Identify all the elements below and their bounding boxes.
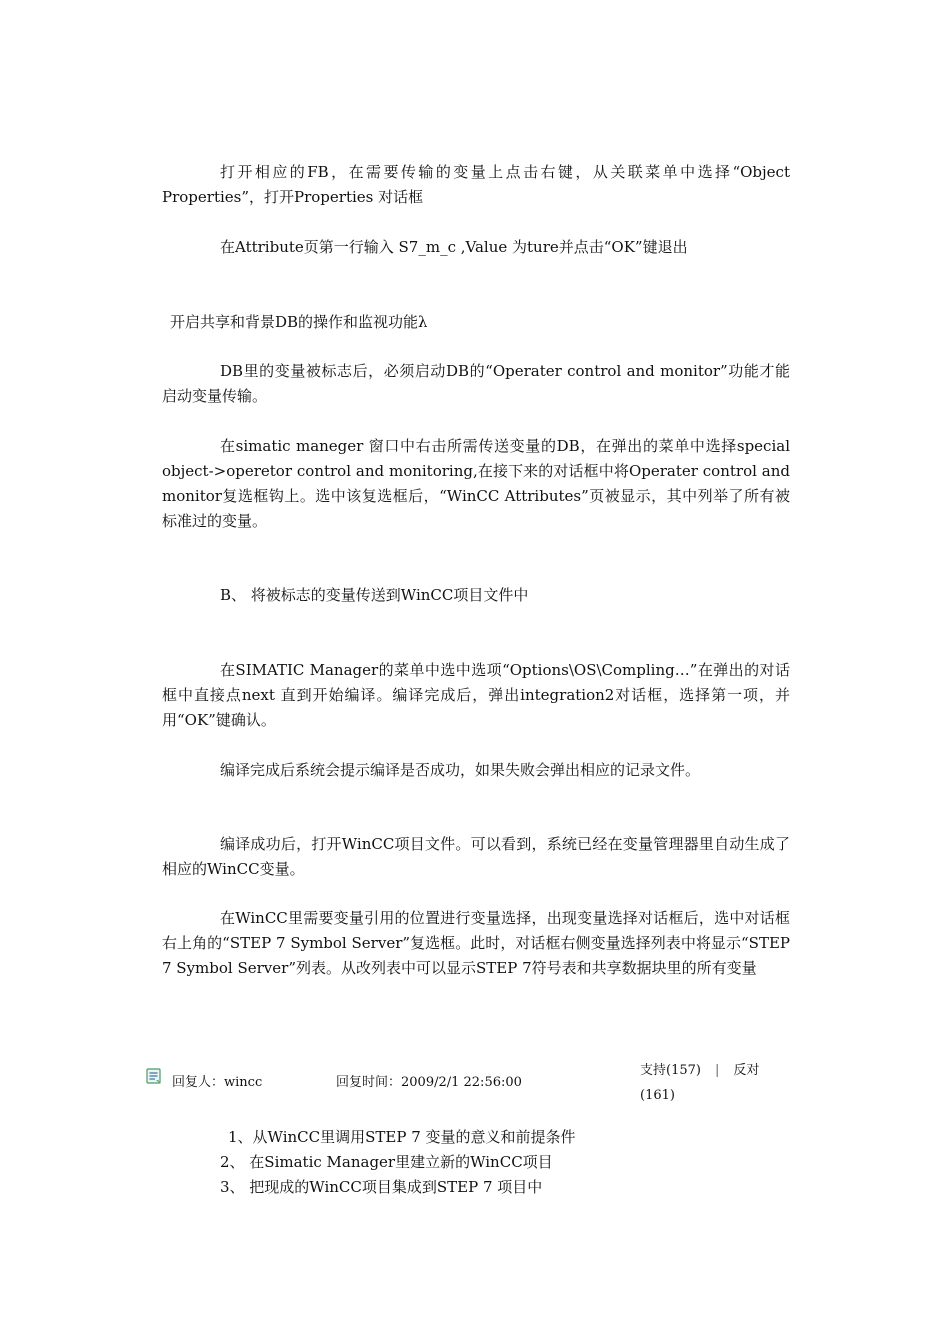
paragraph-section-heading: 开启共享和背景DB的操作和监视功能λ — [170, 313, 428, 331]
paragraph-fb-properties: 打开相应的FB，在需要传输的变量上点击右键，从关联菜单中选择“Object Properties”，打开Properties 对话框 — [162, 163, 790, 206]
paragraph-section-b: B、 将被标志的变量传送到WinCC项目文件中 — [220, 586, 529, 604]
list-item: 2、 在Simatic Manager里建立新的WinCC项目 — [220, 1153, 553, 1171]
paragraph-db-monitor: DB里的变量被标志后，必须启动DB的“Operater control and monitor”功能才能启动变量传输。 — [162, 362, 790, 405]
reply-time: 回复时间：2009/2/1 22:56:00 — [336, 1075, 522, 1090]
paragraph-compiling: 在SIMATIC Manager的菜单中选中选项“Options\OS\Compling…”在弹出的对话框中直接点next 直到开始编译。编译完成后，弹出integration2对话框，选择第一项，并用“OK”键确认。 — [162, 661, 790, 729]
paragraph-variable-selection: 在WinCC里需要变量引用的位置进行变量选择，出现变量选择对话框后，选中对话框右上角的“STEP 7 Symbol Server”复选框。此时，对话框右侧变量选择列表中将显示“STEP 7 Symbol Server”列表。从改列表中可以显示STEP 7符号表和共享数据块里的所有变量 — [162, 909, 790, 977]
reply-user: 回复人：wincc — [172, 1075, 263, 1090]
reply-bar — [146, 1058, 796, 1108]
list-item: 3、 把现成的WinCC项目集成到STEP 7 项目中 — [220, 1178, 543, 1196]
paragraph-open-project: 编译成功后，打开WinCC项目文件。可以看到，系统已经在变量管理器里自动生成了相应的WinCC变量。 — [162, 835, 790, 878]
topic-list — [220, 1125, 576, 1200]
vote-separator: | — [714, 1063, 720, 1078]
support-link[interactable]: 支持(157) — [640, 1063, 701, 1078]
vote-box — [640, 1058, 790, 1108]
paragraph-simatic-maneger: 在simatic maneger 窗口中右击所需传送变量的DB，在弹出的菜单中选择special object->operetor control and monitoring,在接下来的对话框中将Operater control and monitor复选框钩上。选中该复选框后，“WinCC Attributes”页被显示，其中列举了所有被标准过的变量。 — [162, 437, 790, 530]
reply-note-icon — [146, 1068, 162, 1085]
paragraph-compile-result: 编译完成后系统会提示编译是否成功，如果失败会弹出相应的记录文件。 — [220, 761, 701, 779]
list-item: 1、从WinCC里调用STEP 7 变量的意义和前提条件 — [228, 1128, 576, 1146]
paragraph-attribute: 在Attribute页第一行输入 S7_m_c ,Value 为ture并点击“OK”键退出 — [220, 238, 688, 256]
oppose-count: (161) — [640, 1088, 675, 1103]
oppose-link[interactable]: 反对 — [733, 1063, 760, 1078]
